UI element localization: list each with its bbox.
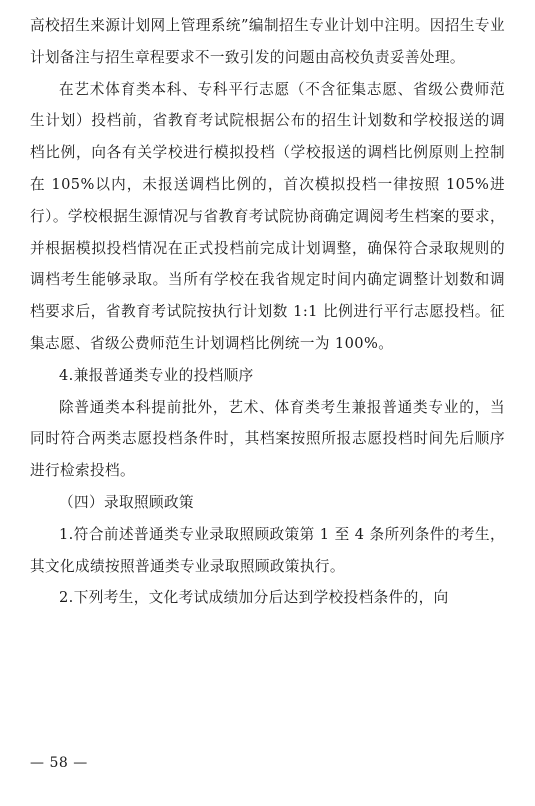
paragraph-dual-application: 除普通类本科提前批外，艺术、体育类考生兼报普通类专业的，当同时符合两类志愿投档条件时，其档案按照所报志愿投档时间先后顺序进行检索投档。 [30,398,505,480]
page-number: — 58 — [30,755,88,771]
section-heading-4: 4.兼报普通类专业的投档顺序 [59,366,254,384]
section-subheading-4: （四）录取照顾政策 [59,493,194,511]
paragraph-policy-2: 2.下列考生，文化考试成绩加分后达到学校投档条件的，向 [59,589,449,607]
paragraph-policy-1: 1.符合前述普通类专业录取照顾政策第 1 至 4 条所列条件的考生，其文化成绩按照普通类专业录取照顾政策执行。 [30,525,505,575]
paragraph-continuation: 高校招生来源计划网上管理系统”编制招生专业计划中注明。因招生专业计划备注与招生章程要求不一致引发的问题由高校负责妥善处理。 [30,17,505,66]
paragraph-art-sports-admission: 在艺术体育类本科、专科平行志愿（不含征集志愿、省级公费师范生计划）投档前，省教育考试院根据公布的招生计划数和学校报送的调档比例，向各有关学校进行模拟投档（学校报送的调档比例原则上控制在 105%以内，未报送调档比例的，首次模拟投档一律按照 105%进行）。学校根据生源情况与省教育考试院协商确定调阅考生档案的要求，并根据模拟投档情况在正式投档前完成计划调整，确保符合录取规则的调档考生能够录取。当所有学校在我省规定时间内确定调整计划数和调档要求后，省教育考试院按执行计划数 1:1 比例进行平行志愿投档。征集志愿、省级公费师范生计划调档比例统一为 100%。 [30,80,505,352]
document-body [30,10,505,614]
